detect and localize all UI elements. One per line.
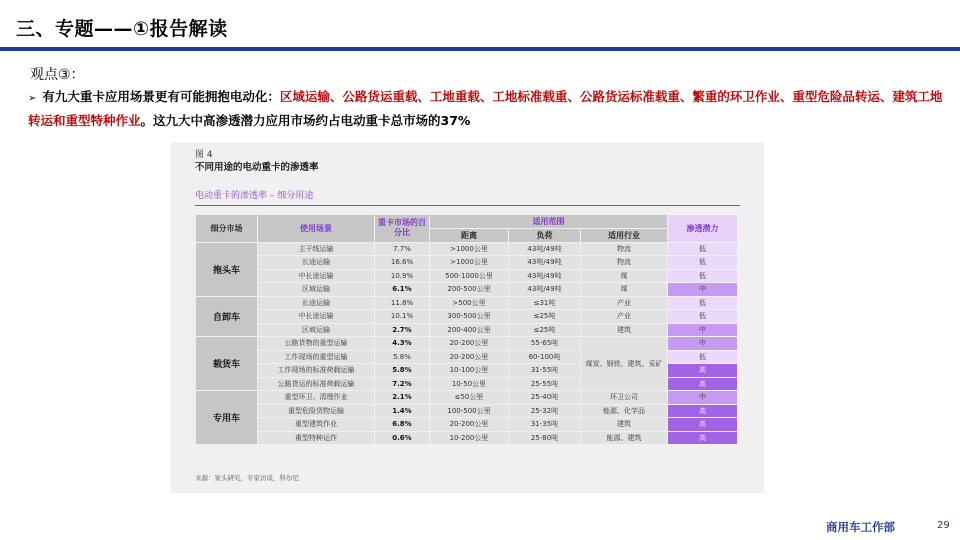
scenario-cell: 中长途运输 bbox=[258, 310, 375, 324]
figure-divider bbox=[195, 205, 740, 206]
figure-source: 来源：案头研究，专家访谈，科尔尼 bbox=[195, 474, 299, 482]
scenario-cell: 工作现场的标准荷载运输 bbox=[258, 364, 375, 378]
distance-cell: 200-400公里 bbox=[430, 323, 509, 337]
scenario-cell: 重型建筑作业 bbox=[258, 418, 375, 432]
segment-cell: 拖头车 bbox=[196, 242, 258, 296]
share-cell: 6.8% bbox=[375, 418, 430, 432]
distance-cell: 300-500公里 bbox=[430, 310, 509, 324]
bullet-highlight: 区域运输、公路货运重载、工地重载、工地标准载重、公路货运标准载重、繁重的环卫作业、重型危险品转运、建筑工地转运和重型特种作业 bbox=[28, 89, 943, 128]
industry-cell: 煤 bbox=[581, 283, 668, 297]
scenario-cell: 长途运输 bbox=[258, 296, 375, 310]
share-cell: 7.7% bbox=[375, 242, 430, 256]
industry-cell: 建筑 bbox=[581, 323, 668, 337]
potential-cell: 高 bbox=[668, 377, 738, 391]
load-cell: ≤25吨 bbox=[509, 323, 581, 337]
industry-cell: 环卫公司 bbox=[581, 391, 668, 405]
footer-department: 商用车工作部 bbox=[826, 520, 895, 534]
potential-cell: 低 bbox=[668, 242, 738, 256]
table-row bbox=[196, 323, 738, 337]
header-segment: 细分市场 bbox=[196, 215, 258, 243]
bullet-prefix: 有九大重卡应用场景更有可能拥抱电动化： bbox=[42, 89, 280, 104]
load-cell: 43吨/49吨 bbox=[509, 242, 581, 256]
segment-cell: 载货车 bbox=[196, 337, 258, 391]
share-cell: 1.4% bbox=[375, 404, 430, 418]
load-cell: ≤31吨 bbox=[509, 296, 581, 310]
table-row bbox=[196, 404, 738, 418]
industry-cell: 建筑 bbox=[581, 418, 668, 432]
potential-cell: 高 bbox=[668, 404, 738, 418]
load-cell: 43吨/49吨 bbox=[509, 269, 581, 283]
header-share: 重卡市场的百分比 bbox=[375, 215, 430, 243]
table-row bbox=[196, 337, 738, 351]
distance-cell: 100-500公里 bbox=[430, 404, 509, 418]
industry-cell: 能源、建筑 bbox=[581, 431, 668, 445]
share-cell: 5.8% bbox=[375, 350, 430, 364]
share-cell: 16.6% bbox=[375, 256, 430, 270]
scenario-cell: 重型环卫、清理作业 bbox=[258, 391, 375, 405]
slide-title: 三、专题——①报告解读 bbox=[16, 18, 228, 40]
share-cell: 11.8% bbox=[375, 296, 430, 310]
header-potential: 渗透潜力 bbox=[668, 215, 738, 243]
distance-cell: 10-200公里 bbox=[430, 431, 509, 445]
viewpoint-label: 观点③： bbox=[30, 67, 85, 83]
load-cell: 25-40吨 bbox=[509, 391, 581, 405]
potential-cell: 低 bbox=[668, 296, 738, 310]
scenario-cell: 重型特种运作 bbox=[258, 431, 375, 445]
table-row bbox=[196, 431, 738, 445]
potential-cell: 低 bbox=[668, 350, 738, 364]
potential-cell: 低 bbox=[668, 269, 738, 283]
scenario-cell: 重型危险货物运输 bbox=[258, 404, 375, 418]
distance-cell: ≤50公里 bbox=[430, 391, 509, 405]
share-cell: 6.1% bbox=[375, 283, 430, 297]
share-cell: 2.7% bbox=[375, 323, 430, 337]
scenario-cell: 长途运输 bbox=[258, 256, 375, 270]
header-industry: 适用行业 bbox=[581, 229, 668, 243]
table-row bbox=[196, 310, 738, 324]
potential-cell: 中 bbox=[668, 337, 738, 351]
load-cell: 43吨/49吨 bbox=[509, 283, 581, 297]
share-cell: 10.9% bbox=[375, 269, 430, 283]
potential-cell: 高 bbox=[668, 364, 738, 378]
bullet-point bbox=[28, 86, 943, 132]
figure-title: 不同用途的电动重卡的渗透率 bbox=[195, 162, 319, 173]
page-number: 29 bbox=[937, 520, 950, 531]
share-cell: 5.8% bbox=[375, 364, 430, 378]
distance-cell: >500公里 bbox=[430, 296, 509, 310]
figure-panel bbox=[171, 142, 764, 493]
load-cell: 43吨/49吨 bbox=[509, 256, 581, 270]
industry-cell: 物流 bbox=[581, 242, 668, 256]
potential-cell: 低 bbox=[668, 310, 738, 324]
scenario-cell: 工作现场的重型运输 bbox=[258, 350, 375, 364]
potential-cell: 中 bbox=[668, 323, 738, 337]
share-cell: 0.6% bbox=[375, 431, 430, 445]
penetration-table bbox=[195, 214, 738, 445]
scenario-cell: 区域运输 bbox=[258, 323, 375, 337]
table-row bbox=[196, 391, 738, 405]
table-row bbox=[196, 296, 738, 310]
distance-cell: >1000公里 bbox=[430, 256, 509, 270]
scenario-cell: 中长途运输 bbox=[258, 269, 375, 283]
header-scenario: 使用场景 bbox=[258, 215, 375, 243]
share-cell: 4.3% bbox=[375, 337, 430, 351]
load-cell: 25-55吨 bbox=[509, 377, 581, 391]
load-cell: 25-80吨 bbox=[509, 431, 581, 445]
potential-cell: 高 bbox=[668, 431, 738, 445]
figure-subtitle: 电动重卡的渗透率 – 细分用途 bbox=[195, 191, 314, 201]
table-row bbox=[196, 269, 738, 283]
arrow-bullet-icon: ➢ bbox=[28, 93, 37, 104]
distance-cell: 500-1000公里 bbox=[430, 269, 509, 283]
figure-number: 图 4 bbox=[195, 150, 213, 160]
scenario-cell: 公路货物的重型运输 bbox=[258, 337, 375, 351]
slide-header bbox=[0, 0, 960, 52]
industry-cell: 产业 bbox=[581, 310, 668, 324]
load-cell: ≤25吨 bbox=[509, 310, 581, 324]
segment-cell: 专用车 bbox=[196, 391, 258, 445]
load-cell: 25-32吨 bbox=[509, 404, 581, 418]
distance-cell: 10-50公里 bbox=[430, 377, 509, 391]
table-row bbox=[196, 256, 738, 270]
load-cell: 31-35吨 bbox=[509, 418, 581, 432]
load-cell: 55-65吨 bbox=[509, 337, 581, 351]
distance-cell: >1000公里 bbox=[430, 242, 509, 256]
industry-cell: 能源、化学品 bbox=[581, 404, 668, 418]
header-divider bbox=[0, 47, 960, 51]
industry-cell: 产业 bbox=[581, 296, 668, 310]
industry-cell: 煤 bbox=[581, 269, 668, 283]
industry-cell: 物流 bbox=[581, 256, 668, 270]
scenario-cell: 区域运输 bbox=[258, 283, 375, 297]
potential-cell: 低 bbox=[668, 256, 738, 270]
header-load: 负荷 bbox=[509, 229, 581, 243]
scenario-cell: 公路货运的标准荷载运输 bbox=[258, 377, 375, 391]
distance-cell: 20-200公里 bbox=[430, 350, 509, 364]
scenario-cell: 主干线运输 bbox=[258, 242, 375, 256]
segment-cell: 自卸车 bbox=[196, 296, 258, 337]
distance-cell: 200-500公里 bbox=[430, 283, 509, 297]
bullet-suffix: 。这九大中高渗透潜力应用市场约占电动重卡总市场的37% bbox=[140, 113, 471, 128]
potential-cell: 高 bbox=[668, 418, 738, 432]
load-cell: 31-55吨 bbox=[509, 364, 581, 378]
distance-cell: 20-200公里 bbox=[430, 418, 509, 432]
header-distance: 距离 bbox=[430, 229, 509, 243]
potential-cell: 中 bbox=[668, 283, 738, 297]
header-scope: 适用范围 bbox=[430, 215, 668, 229]
distance-cell: 10-100公里 bbox=[430, 364, 509, 378]
potential-cell: 中 bbox=[668, 391, 738, 405]
table-row bbox=[196, 418, 738, 432]
distance-cell: 20-200公里 bbox=[430, 337, 509, 351]
share-cell: 2.1% bbox=[375, 391, 430, 405]
share-cell: 10.1% bbox=[375, 310, 430, 324]
share-cell: 7.2% bbox=[375, 377, 430, 391]
table-row bbox=[196, 283, 738, 297]
industry-cell: 煤炭、钢铁、建筑、采矿 bbox=[581, 337, 668, 391]
table-row bbox=[196, 242, 738, 256]
table-body bbox=[196, 242, 738, 445]
load-cell: 60-100吨 bbox=[509, 350, 581, 364]
